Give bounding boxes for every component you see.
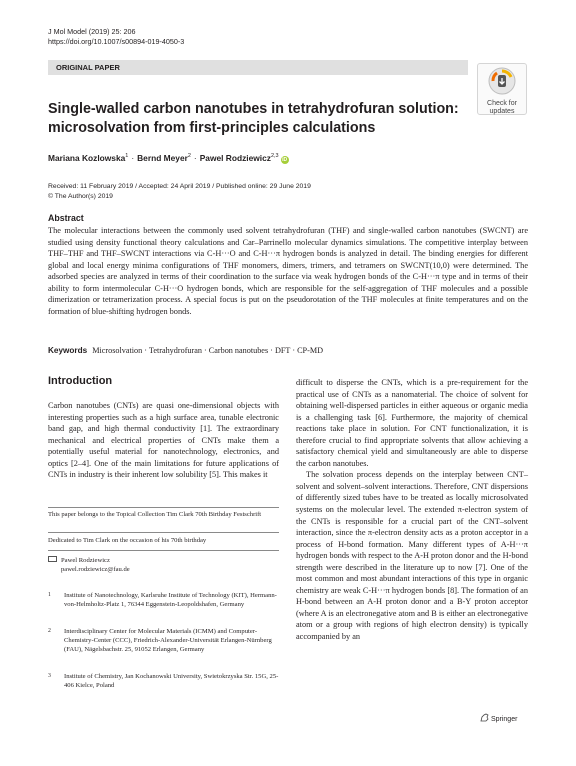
paper-title: Single-walled carbon nanotubes in tetrahydrofuran solution: microsolvation from first-principles calculations xyxy=(48,101,459,136)
keywords xyxy=(48,345,528,356)
author-affiliation: 2,3 xyxy=(270,153,279,159)
check-for-updates-badge[interactable] xyxy=(477,63,527,115)
abstract-heading: Abstract xyxy=(48,213,84,223)
corresponding-name: Pawel Rodziewicz xyxy=(61,557,110,564)
badge-line2: updates xyxy=(489,107,515,115)
publisher-name: Springer xyxy=(490,716,518,723)
affiliation-text: Interdisciplinary Center for Molecular Materials (ICMM) and Computer-Chemistry-Center (CCC), Friedrich-Alexander-Universität Erlangen-Nürnberg (FAU), Nägelsbachstr. 25, 91052 Erlangen, Germany xyxy=(64,628,272,654)
author-name[interactable]: Pawel Rodziewicz xyxy=(199,152,271,163)
affiliation-text: Institute of Chemistry, Jan Kochanowski University, Swietokrzyska Str. 15G, 25-406 Kielce, Poland xyxy=(64,673,279,690)
journal-header xyxy=(48,27,184,46)
affiliation-number: 1 xyxy=(48,592,51,598)
paragraph: The solvation process depends on the interplay between CNT–solvent and solvent–solvent interactions. Therefore, CNT dispersions of differently sized tubes have to be treated as locally microsolvated systems on the molecular level. The extended π-electron system of the CNTs is responsible for a crucial part of the CNT–solvent interaction, since the π-electron density acts as a proton acceptor in a process of H-bond formation. Many different types of A-H···π hydrogen bonds with respect to the A-H proton donor and the H-bond strength were described in the literature up to now [7]. One of the most common and most abundant interactions of this type in organic chemistry are weak C-H···π hydrogen bonds [8]. The formation of an H-bond between an A-H proton donor and a B-Y proton acceptor (where A is an electronegative atom and B is either an electronegative atom or a group with regions of high electron density) is typically accompanied by an xyxy=(296,470,528,642)
author-affiliation: 2 xyxy=(187,153,191,159)
corresponding-email[interactable]: pawel.rodziewicz@fau.de xyxy=(61,566,130,574)
paragraph: difficult to disperse the CNTs, which is a pre-requirement for the practical use of CNTs as a nanomaterial. The choice of solvent for obtaining well-dispersed particles in either aqueous or organic media is a challenging task [6]. Furthermore, the majority of chemical reactions take place in solution. For CNT functionalization, it is therefore crucial to find appropriate solvents that allow achieving a satisfactory chemical yield and simultaneously are able to disperse the carbon nanotubes. xyxy=(296,378,528,468)
journal-citation: J Mol Model (2019) 25: 206 xyxy=(48,27,136,36)
keywords-text: Microsolvation · Tetrahydrofuran · Carbon nanotubes · DFT · CP-MD xyxy=(92,346,324,355)
affiliation-number: 2 xyxy=(48,628,51,634)
corresponding-author xyxy=(48,556,279,574)
springer-horse-icon xyxy=(480,713,489,722)
author-separator: · xyxy=(193,152,197,163)
author-separator: · xyxy=(131,152,135,163)
dedication-note: Dedicated to Tim Clark on the occasion of his 70th birthday xyxy=(48,537,207,544)
article-type-bar: ORIGINAL PAPER xyxy=(48,60,468,75)
badge-line1: Check for xyxy=(487,100,517,107)
footnote-divider xyxy=(48,550,279,551)
footnote-divider xyxy=(48,532,279,533)
affiliation-text: Institute of Nanotechnology, Karlsruhe Institute of Technology (KIT), Hermann-von-Helmholtz-Platz 1, 76344 Eggenstein-Leopoldshafen, Germany xyxy=(64,592,277,609)
author-affiliation: 1 xyxy=(125,153,129,159)
footnote-divider xyxy=(48,507,279,508)
affiliation-number: 3 xyxy=(48,673,51,679)
right-column xyxy=(296,377,528,643)
collection-note: This paper belongs to the Topical Collection Tim Clark 70th Birthday Festschrift xyxy=(48,511,262,518)
publication-dates xyxy=(48,182,311,201)
doi-link[interactable]: https://doi.org/10.1007/s00894-019-4050-3 xyxy=(48,36,185,46)
dates-line: Received: 11 February 2019 / Accepted: 24 April 2019 / Published online: 29 June 2019 xyxy=(48,183,311,190)
paragraph: Carbon nanotubes (CNTs) are quasi one-dimensional objects with interesting properties such as a high surface area, tunable electronic band gap, and high thermal conductivity [1]. The extraordinary mechanical and electrical properties of CNTs make them a potentially useful material for nanotechnology, electronics, and optics [2–4]. One of the main limitations for future applications of CNTs in industry is their inherent low solubility [5]. This makes it xyxy=(48,401,279,480)
keywords-label: Keywords xyxy=(48,346,88,355)
copyright-line: © The Author(s) 2019 xyxy=(48,192,113,200)
check-for-updates-icon xyxy=(488,67,516,95)
section-heading: Introduction xyxy=(48,375,113,387)
abstract-text: The molecular interactions between the commonly used solvent tetrahydrofuran (THF) and single-walled carbon nanotubes (SWCNT) are studied using density functional theory calculations and Car–Parrinello molecular dynamics simulations. The competitive interplay between THF–THF and THF–SWCNT interactions via C-H···O and C-H···π hydrogen bonds is analyzed in detail. The binding energies for different global and local energy minima configurations of THF monomers, dimers, trimers, and tetramers on SWCNT(10,0) were determined. The adsorbed species are analyzed in terms of their coordination to the surface via weak hydrogen bonds of the C-H···π type and in terms of their ability to form intermolecular C-H···O hydrogen bonds, which are responsible for the self-aggregation of THF molecules and a possible dimerization or tetramerization process. A special focus is put on the pseudorotation of the THF molecules at finite temperatures and on the formation of blue-shifting hydrogen bonds. xyxy=(48,226,528,316)
orcid-icon[interactable]: iD xyxy=(282,156,288,163)
author-name[interactable]: Bernd Meyer xyxy=(137,152,188,163)
publisher-logo xyxy=(480,713,517,725)
author-list xyxy=(48,151,289,164)
left-column xyxy=(48,400,279,481)
author-name[interactable]: Mariana Kozlowska xyxy=(48,152,126,163)
envelope-icon xyxy=(48,556,57,562)
